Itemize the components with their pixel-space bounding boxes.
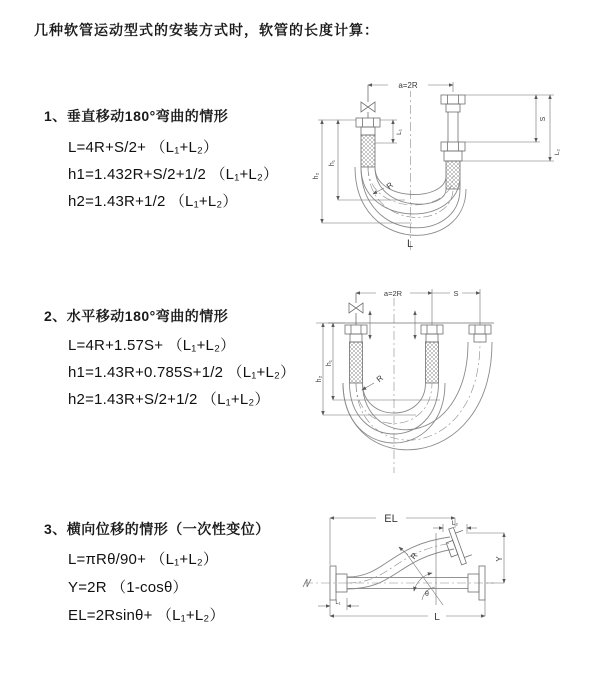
- dim-h2-label: h₂: [313, 172, 320, 180]
- dim-y-label: Y: [495, 556, 504, 562]
- right-fitting: [441, 95, 465, 189]
- left-fitting: [345, 325, 367, 383]
- dim-h1-label: h₁: [329, 159, 336, 167]
- dim-a2r-label: a=2R: [398, 81, 418, 90]
- hose-u-curves: [343, 342, 492, 450]
- left-fitting: [356, 118, 380, 167]
- radius-label: R: [384, 180, 395, 192]
- section-2-formula-h1: h1=1.43R+0.785S+1/2 （L₁+L₂）: [68, 364, 296, 381]
- dim-l-label: L: [434, 612, 440, 623]
- section-3-formula-L: L=πRθ/90+ （L₁+L₂）: [68, 551, 219, 568]
- section-2-heading: 2、水平移动180°弯曲的情形: [44, 308, 229, 324]
- dim-el-label: EL: [384, 513, 398, 525]
- section-2-formula-h2: h2=1.43R+S/2+1/2 （L₁+L₂）: [68, 391, 270, 408]
- dim-a2r-label: a=2R: [383, 289, 403, 298]
- diagram-horizontal-180-bend: [298, 283, 598, 478]
- section-1-formula-L: L=4R+S/2+ （L₁+L₂）: [68, 139, 219, 156]
- section-3-formula-EL: EL=2Rsinθ+ （L₁+L₂）: [68, 607, 225, 624]
- dim-s-label: S: [540, 116, 547, 122]
- valve-icon: [361, 85, 375, 118]
- valve-icon: [349, 293, 363, 325]
- top-flange: [442, 525, 474, 568]
- dim-l1-label: L₁: [335, 600, 341, 606]
- dim-theta-label: θ: [425, 591, 429, 598]
- section-1-formula-h1: h1=1.432R+S/2+1/2 （L₁+L₂）: [68, 166, 279, 183]
- diagram-lateral-displacement: [298, 503, 600, 643]
- dim-l2-label: L₂: [451, 520, 459, 527]
- section-1-formula-h2: h2=1.43R+1/2 （L₁+L₂）: [68, 193, 238, 210]
- section-2-formula-L: L=4R+1.57S+ （L₁+L₂）: [68, 337, 236, 354]
- right-fitting: [469, 325, 491, 342]
- page-title: 几种软管运动型式的安装方式时，软管的长度计算：: [34, 22, 379, 38]
- dim-h1-label: h₁: [326, 359, 333, 367]
- angle-construction: [406, 533, 443, 605]
- length-L-label: L: [406, 238, 414, 250]
- section-3-heading: 3、横向位移的情形（一次性变位）: [44, 521, 270, 537]
- dim-l1-label: L₁: [396, 129, 403, 135]
- dim-h2-label: h₂: [316, 375, 323, 383]
- hose-s-curve: [347, 537, 454, 589]
- section-1-heading: 1、垂直移动180°弯曲的情形: [44, 108, 229, 124]
- radius-label: R: [408, 551, 420, 562]
- dim-l2-label: L₂: [554, 148, 561, 156]
- radius-label: R: [374, 373, 385, 385]
- dim-s-label: S: [453, 289, 459, 298]
- middle-fitting: [421, 325, 443, 383]
- diagram-vertical-180-bend: [300, 66, 595, 261]
- section-3-formula-Y: Y=2R （1-cosθ）: [68, 579, 188, 596]
